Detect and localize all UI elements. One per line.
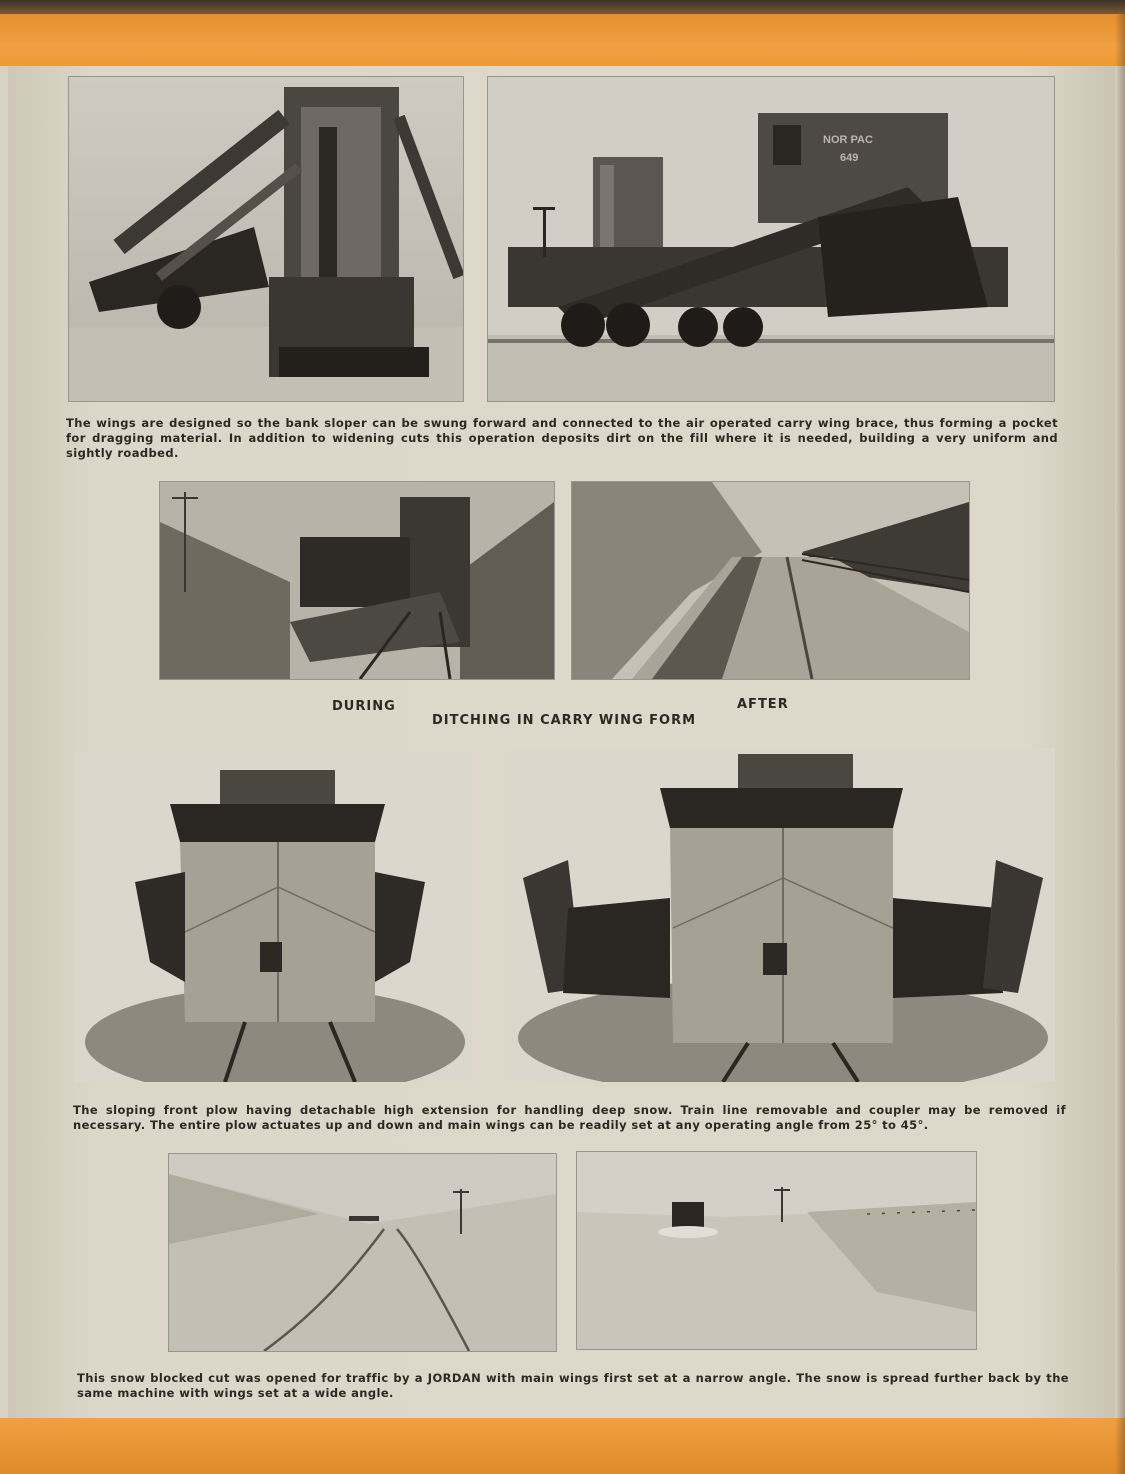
right-edge-shadow [1115,14,1125,1474]
photo-snow-spread [576,1151,977,1350]
photo-ditching-during [159,481,555,680]
photo-front-plow-wings-out [508,748,1055,1082]
label-ditching-carry-wing: DITCHING IN CARRY WING FORM [432,713,697,728]
caption-snow: This snow blocked cut was opened for traffic by a JORDAN with main wings first set at a narrow angle. The snow is spread further back by the same machine with wings set at a wide angle. [77,1371,1069,1400]
caption-wings: The wings are designed so the bank sloper can be swung forward and connected to the air operated carry wing brace, thus forming a pocket for dragging material. In addition to widening cuts this operation deposits dirt on the fill where it is needed, building a very uniform and sightly roadbed. [66,416,1058,460]
photo-bank-sloper-front [68,76,464,402]
photo-nor-pac-side-view [487,76,1055,402]
photo-front-plow-wings-in [75,752,472,1082]
photo-ditching-after [571,481,970,680]
label-during: DURING [332,699,396,714]
car-lettering-2: 649 [840,152,859,164]
label-after: AFTER [737,697,789,712]
page-top-edge [0,0,1125,14]
top-orange-band [0,14,1125,66]
photo-snow-blocked-cut [168,1153,557,1352]
caption-front-plow: The sloping front plow having detachable high extension for handling deep snow. Train line removable and coupler may be removed if necessary. The entire plow actuates up and down and main wings can be readily set at any operating angle from 25° to 45°. [73,1103,1066,1132]
bottom-orange-band [0,1418,1125,1474]
car-lettering-1: NOR PAC [823,134,873,146]
